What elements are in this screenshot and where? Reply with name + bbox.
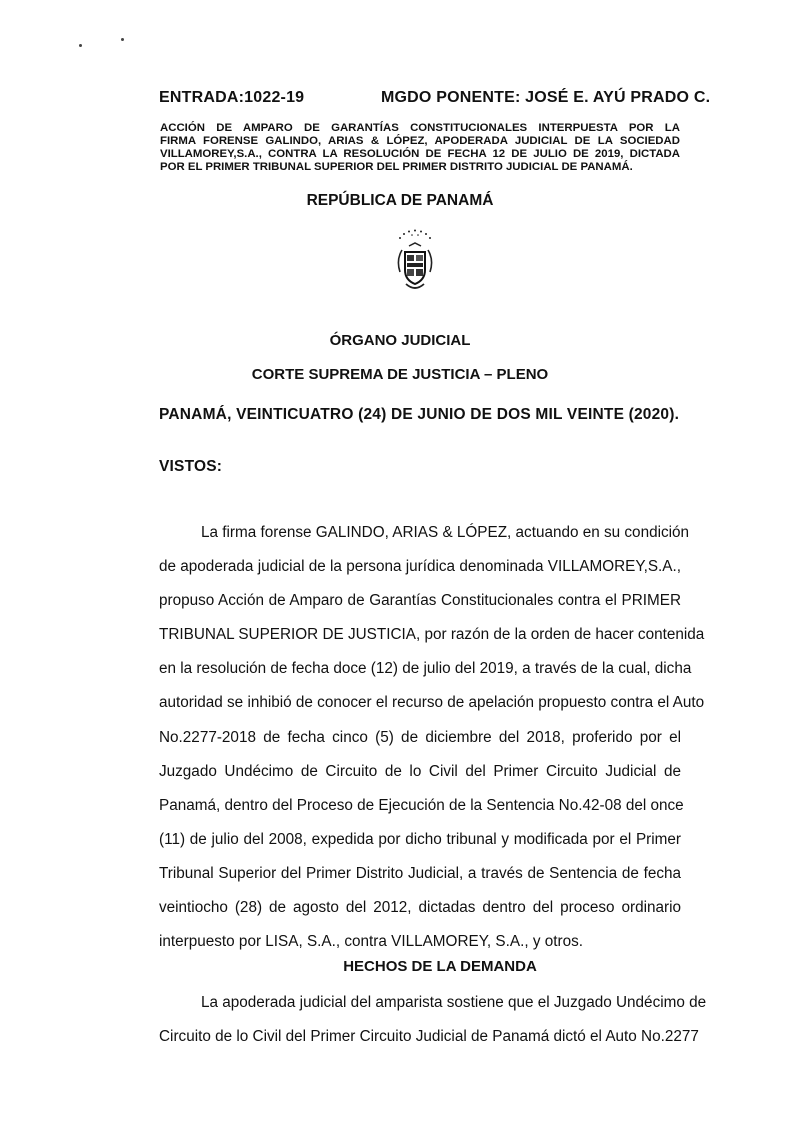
text-line: veintiocho (28) de agosto del 2012, dictadas dentro del proceso ordinario [159, 899, 681, 917]
caption-line: VILLAMOREY,S.A., CONTRA LA RESOLUCIÓN DE FECHA 12 DE JULIO DE 2019, DICTADA [160, 148, 680, 160]
text-line: en la resolución de fecha doce (12) de julio del 2019, a través de la cual, dicha [159, 660, 692, 678]
paragraph-vistos [159, 516, 705, 959]
vistos-heading: VISTOS: [159, 458, 223, 475]
text-line: La apoderada judicial del amparista sostiene que el Juzgado Undécimo de [201, 994, 707, 1011]
text-line: de apoderada judicial de la persona jurídica denominada VILLAMOREY,S.A., [159, 558, 681, 576]
paragraph-hechos [159, 986, 707, 1054]
organ-title: ÓRGANO JUDICIAL [329, 332, 471, 349]
caption-line: POR EL PRIMER TRIBUNAL SUPERIOR DEL PRIMER DISTRITO JUDICIAL DE PANAMÁ. [160, 161, 633, 173]
caption-line: ACCIÓN DE AMPARO DE GARANTÍAS CONSTITUCIONALES INTERPUESTA POR LA [160, 122, 680, 134]
magistrate-line: MGDO PONENTE: JOSÉ E. AYÚ PRADO C. [381, 89, 711, 106]
country-title: REPÚBLICA DE PANAMÁ [306, 192, 494, 209]
case-caption [160, 122, 680, 174]
section-heading: HECHOS DE LA DEMANDA [343, 958, 537, 975]
text-line: interpuesto por LISA, S.A., contra VILLAMOREY, S.A., y otros. [159, 933, 583, 951]
coat-of-arms-emblem [392, 226, 438, 298]
text-line: propuso Acción de Amparo de Garantías Constitucionales contra el PRIMER [159, 592, 681, 610]
text-line: Circuito de lo Civil del Primer Circuito Judicial de Panamá dictó el Auto No.2277 [159, 1028, 699, 1046]
text-line: autoridad se inhibió de conocer el recurso de apelación propuesto contra el Auto [159, 694, 705, 712]
text-line: Panamá, dentro del Proceso de Ejecución de la Sentencia No.42-08 del once [159, 796, 684, 814]
court-title: CORTE SUPREMA DE JUSTICIA – PLENO [251, 366, 549, 383]
entry-number: ENTRADA:1022-19 [159, 89, 305, 106]
text-line: TRIBUNAL SUPERIOR DE JUSTICIA, por razón de la orden de hacer contenida [159, 626, 705, 644]
text-line: Tribunal Superior del Primer Distrito Judicial, a través de Sentencia de fecha [159, 864, 681, 882]
scan-speck [79, 44, 82, 47]
date-line: PANAMÁ, VEINTICUATRO (24) DE JUNIO DE DOS MIL VEINTE (2020). [159, 406, 680, 423]
text-line: La firma forense GALINDO, ARIAS & LÓPEZ, actuando en su condición [201, 524, 690, 541]
text-line: (11) de julio del 2008, expedida por dicho tribunal y modificada por el Primer [159, 830, 681, 848]
text-line: No.2277-2018 de fecha cinco (5) de diciembre del 2018, proferido por el [159, 728, 681, 746]
caption-line: FIRMA FORENSE GALINDO, ARIAS & LÓPEZ, APODERADA JUDICIAL DE LA SOCIEDAD [160, 135, 680, 147]
text-line: Juzgado Undécimo de Circuito de lo Civil del Primer Circuito Judicial de [159, 762, 681, 780]
scan-speck [121, 38, 124, 41]
